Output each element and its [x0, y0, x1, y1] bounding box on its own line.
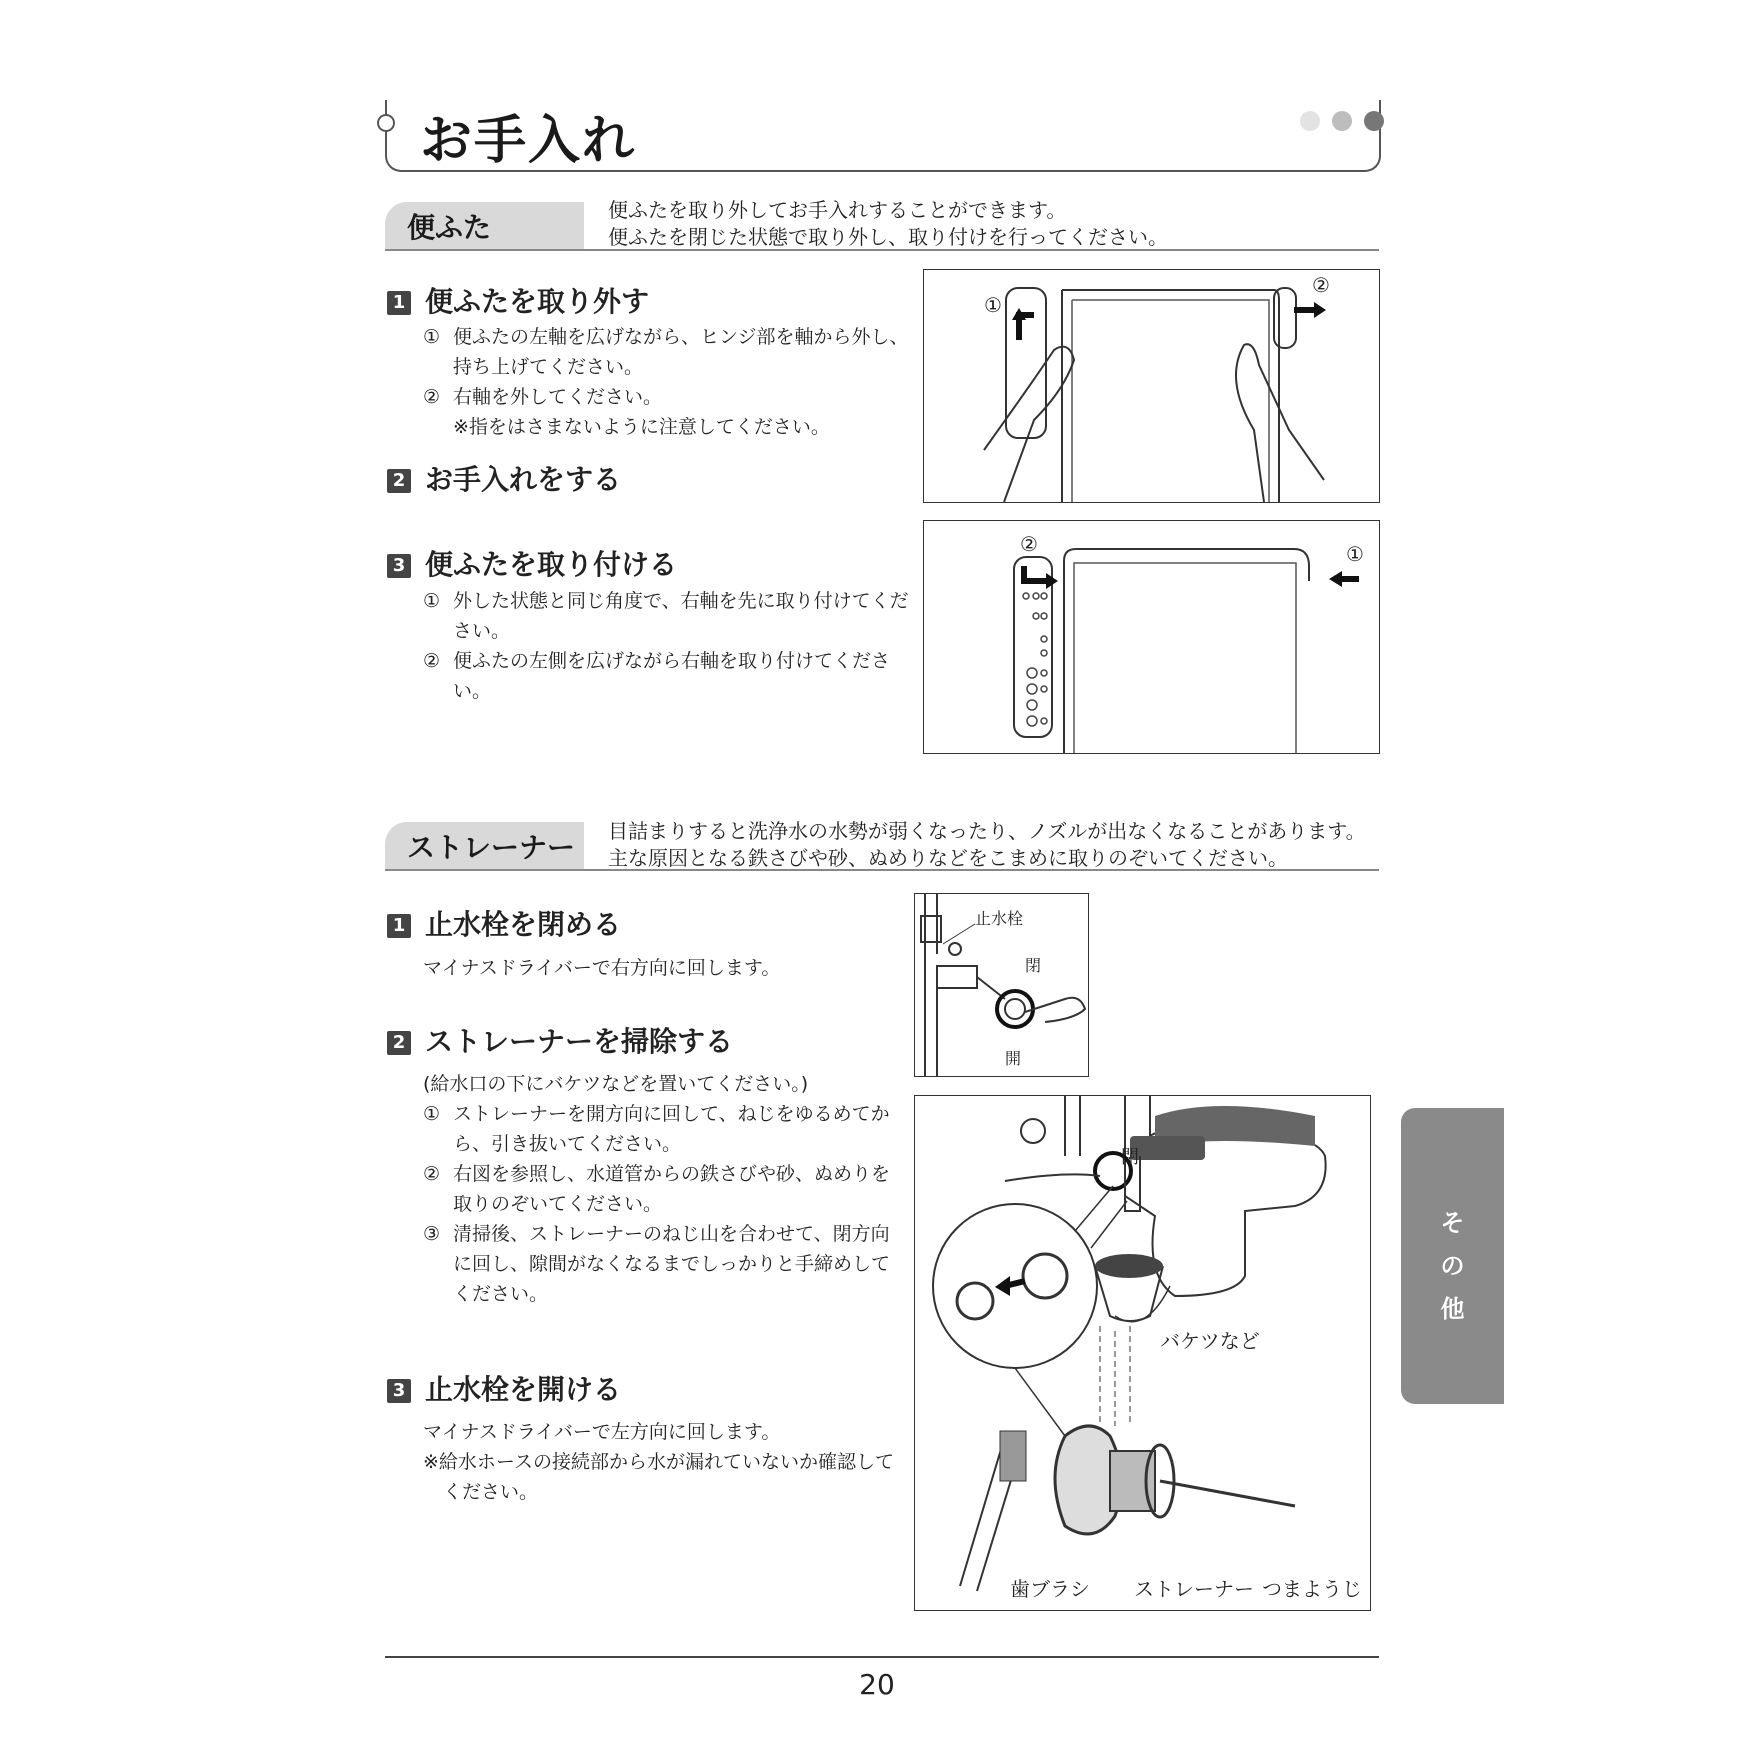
svg-text:①: ① — [984, 293, 1002, 317]
page-title: お手入れ — [420, 111, 637, 171]
svg-text:閉: 閉 — [1025, 956, 1042, 975]
section-tab-strainer: ストレーナー — [385, 822, 584, 870]
svg-text:歯ブラシ: 歯ブラシ — [1010, 1577, 1090, 1601]
step-instructions: ① 便ふたの左軸を広げながら、ヒンジ部を軸から外し、持ち上げてください。 ② 右軸を外してください。 ※指をはさまないように注意してください。 — [423, 326, 909, 438]
step-heading: 1 止水栓を閉める — [387, 903, 621, 943]
svg-text:ストレーナー: ストレーナー — [1134, 1577, 1254, 1601]
figure-stop-valve — [914, 893, 1089, 1077]
svg-text:バケツなど: バケツなど — [1160, 1329, 1260, 1353]
svg-text:つまようじ: つまようじ — [1262, 1577, 1362, 1601]
svg-text:①: ① — [1346, 542, 1364, 566]
step-heading: 3 止水栓を開ける — [387, 1368, 621, 1408]
progress-dot-3 — [1364, 111, 1384, 131]
figure-attach-lid — [923, 520, 1380, 754]
step-heading: 3 便ふたを取り付ける — [387, 543, 677, 583]
progress-dot-1 — [1300, 111, 1320, 131]
step-heading: 1 便ふたを取り外す — [387, 280, 649, 320]
svg-text:②: ② — [1020, 532, 1038, 556]
section-description: 便ふたを取り外してお手入れすることができます。 便ふたを閉じた状態で取り外し、取り付けを行ってください。 — [608, 198, 1168, 249]
figure-remove-lid — [923, 269, 1380, 503]
title-ornament-circle — [377, 114, 395, 132]
step-instructions: ① 外した状態と同じ角度で、右軸を先に取り付けてください。 ② 便ふたの左側を広げながら右軸を取り付けてください。 — [423, 590, 909, 702]
svg-text:②: ② — [1312, 273, 1330, 297]
section-description: 目詰まりすると洗浄水の水勢が弱くなったり、ノズルが出なくなることがあります。 主な原因となる鉄さびや砂、ぬめりなどをこまめに取りのぞいてください。 — [608, 819, 1366, 870]
step-heading: 2 お手入れをする — [387, 458, 621, 498]
side-chapter-tab[interactable]: そ の 他 — [1401, 1108, 1504, 1404]
page-number: 20 — [859, 1668, 895, 1701]
progress-dot-2 — [1332, 111, 1352, 131]
step-body: マイナスドライバーで右方向に回します。 — [423, 957, 781, 979]
step-instructions: マイナスドライバーで左方向に回します。 ※給水ホースの接続部から水が漏れていないか確認してください。 — [423, 1421, 894, 1503]
step-instructions: (給水口の下にバケツなどを置いてください。) ① ストレーナーを開方向に回して、ねじをゆるめてから、引き抜いてください。 ② 右図を参照し、水道管からの鉄さびや砂、ぬめりを取りのぞいてください。 ③ 清掃後、ストレーナーのねじ山を合わせて、閉方向に回し、隙間がなくなるまでしっかりと手締めしてください。 — [423, 1073, 891, 1305]
svg-text:開: 開 — [1005, 1049, 1022, 1068]
figure-strainer-cleaning — [914, 1095, 1371, 1611]
step-heading: 2 ストレーナーを掃除する — [387, 1020, 733, 1060]
svg-text:止水栓: 止水栓 — [975, 909, 1024, 928]
section-tab-lid: 便ふた — [385, 202, 584, 250]
footer-divider — [385, 1656, 1379, 1658]
svg-text:閉: 閉 — [1121, 1147, 1139, 1168]
